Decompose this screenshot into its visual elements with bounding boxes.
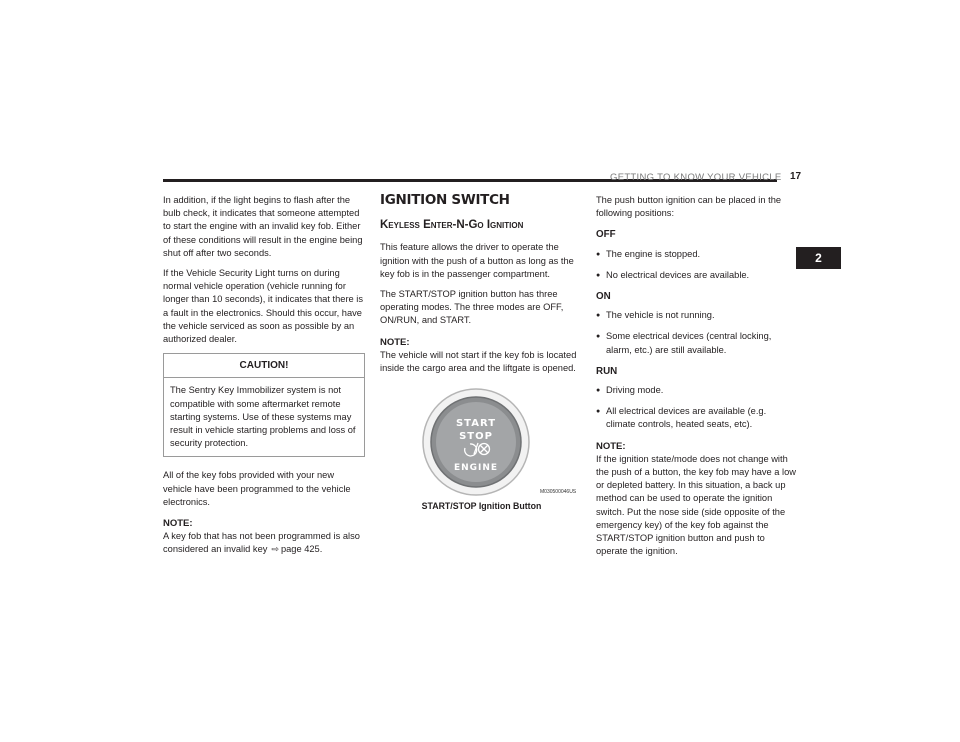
state-label-run: RUN bbox=[596, 365, 618, 377]
list-item: ● The vehicle is not running. bbox=[596, 309, 798, 322]
note-label: NOTE: bbox=[163, 518, 193, 530]
note-text: The vehicle will not start if the key fob is located inside the cargo area and the liftgate is opened. bbox=[380, 349, 577, 374]
off-list bbox=[596, 248, 798, 282]
button-label-stop: STOP bbox=[459, 431, 493, 443]
column-1 bbox=[163, 194, 365, 557]
header-section-title: GETTING TO KNOW YOUR VEHICLE bbox=[610, 172, 782, 183]
page-number: 17 bbox=[790, 171, 802, 182]
list-item: ● All electrical devices are available (e.g. climate controls, heated seats, etc). bbox=[596, 405, 798, 431]
paragraph: All of the key fobs provided with your new vehicle have been programmed to the vehicle electronics. bbox=[163, 470, 351, 507]
note-label: NOTE: bbox=[596, 440, 626, 452]
list-item: ● Driving mode. bbox=[596, 384, 798, 397]
page-reference-link[interactable]: page 425. bbox=[280, 544, 323, 555]
state-label-off: OFF bbox=[596, 229, 616, 241]
note-text bbox=[163, 530, 365, 556]
paragraph: In addition, if the light begins to flash after the bulb check, it indicates that someone attempted to start the engine with an invalid key fob. Either of these conditions will result in the engine being shut off after two seconds. bbox=[163, 195, 363, 258]
note-text: If the ignition state/mode does not change with the push of a button, the key fob may have a low or depleted battery. In this situation, a back up method can be used to operate the ignition switch. Put the nose side (side opposite of the emergency key) of the key fob against the START/STOP ignition button and push to operate the ignition. bbox=[596, 453, 797, 557]
ignition-button-figure bbox=[380, 383, 583, 512]
caution-box bbox=[163, 353, 365, 457]
subsection-title bbox=[380, 219, 583, 232]
state-label-on: ON bbox=[596, 291, 611, 303]
paragraph: The START/STOP ignition button has three operating modes. The three modes are OFF, ON/RUN, and START. bbox=[380, 289, 564, 326]
on-list bbox=[596, 309, 798, 357]
section-title: IGNITION SWITCH bbox=[380, 192, 510, 208]
column-3 bbox=[596, 194, 798, 558]
page-reference-arrow-icon: ⇨ bbox=[271, 544, 279, 555]
button-label-engine: ENGINE bbox=[453, 463, 499, 474]
list-item: ● Some electrical devices (central locking, alarm, etc.) are still available. bbox=[596, 330, 798, 356]
list-item: ● The engine is stopped. bbox=[596, 248, 798, 261]
figure-id: M030500046US bbox=[540, 489, 577, 496]
column-2 bbox=[380, 192, 583, 512]
list-item: ● No electrical devices are available. bbox=[596, 269, 798, 282]
paragraph: If the Vehicle Security Light turns on during normal vehicle operation (vehicle running for longer than 10 seconds), it indicates that there is a fault in the electronics. Should this occur, have the vehicle serviced as soon as possible by an authorized dealer. bbox=[163, 268, 364, 345]
start-stop-button-illustration bbox=[420, 386, 544, 498]
chapter-tab: 2 bbox=[796, 247, 841, 269]
subsection-title-text: Keyless Enter-N-Go Ignition bbox=[380, 219, 524, 232]
note-label: NOTE: bbox=[380, 336, 410, 348]
caution-title: CAUTION! bbox=[164, 354, 364, 378]
paragraph: This feature allows the driver to operate the ignition with the push of a button as long as the key fob is in the passenger compartment. bbox=[380, 242, 574, 279]
paragraph: The push button ignition can be placed in the following positions: bbox=[596, 195, 782, 219]
button-label-start: START bbox=[455, 418, 497, 430]
figure-caption: START/STOP Ignition Button bbox=[421, 501, 542, 512]
note-body: A key fob that has not been programmed is also considered an invalid key bbox=[163, 531, 360, 555]
run-list bbox=[596, 384, 798, 432]
caution-text: The Sentry Key Immobilizer system is not compatible with some aftermarket remote starting systems. Use of these systems may result in vehicle starting problems and loss of security protection. bbox=[170, 385, 356, 449]
